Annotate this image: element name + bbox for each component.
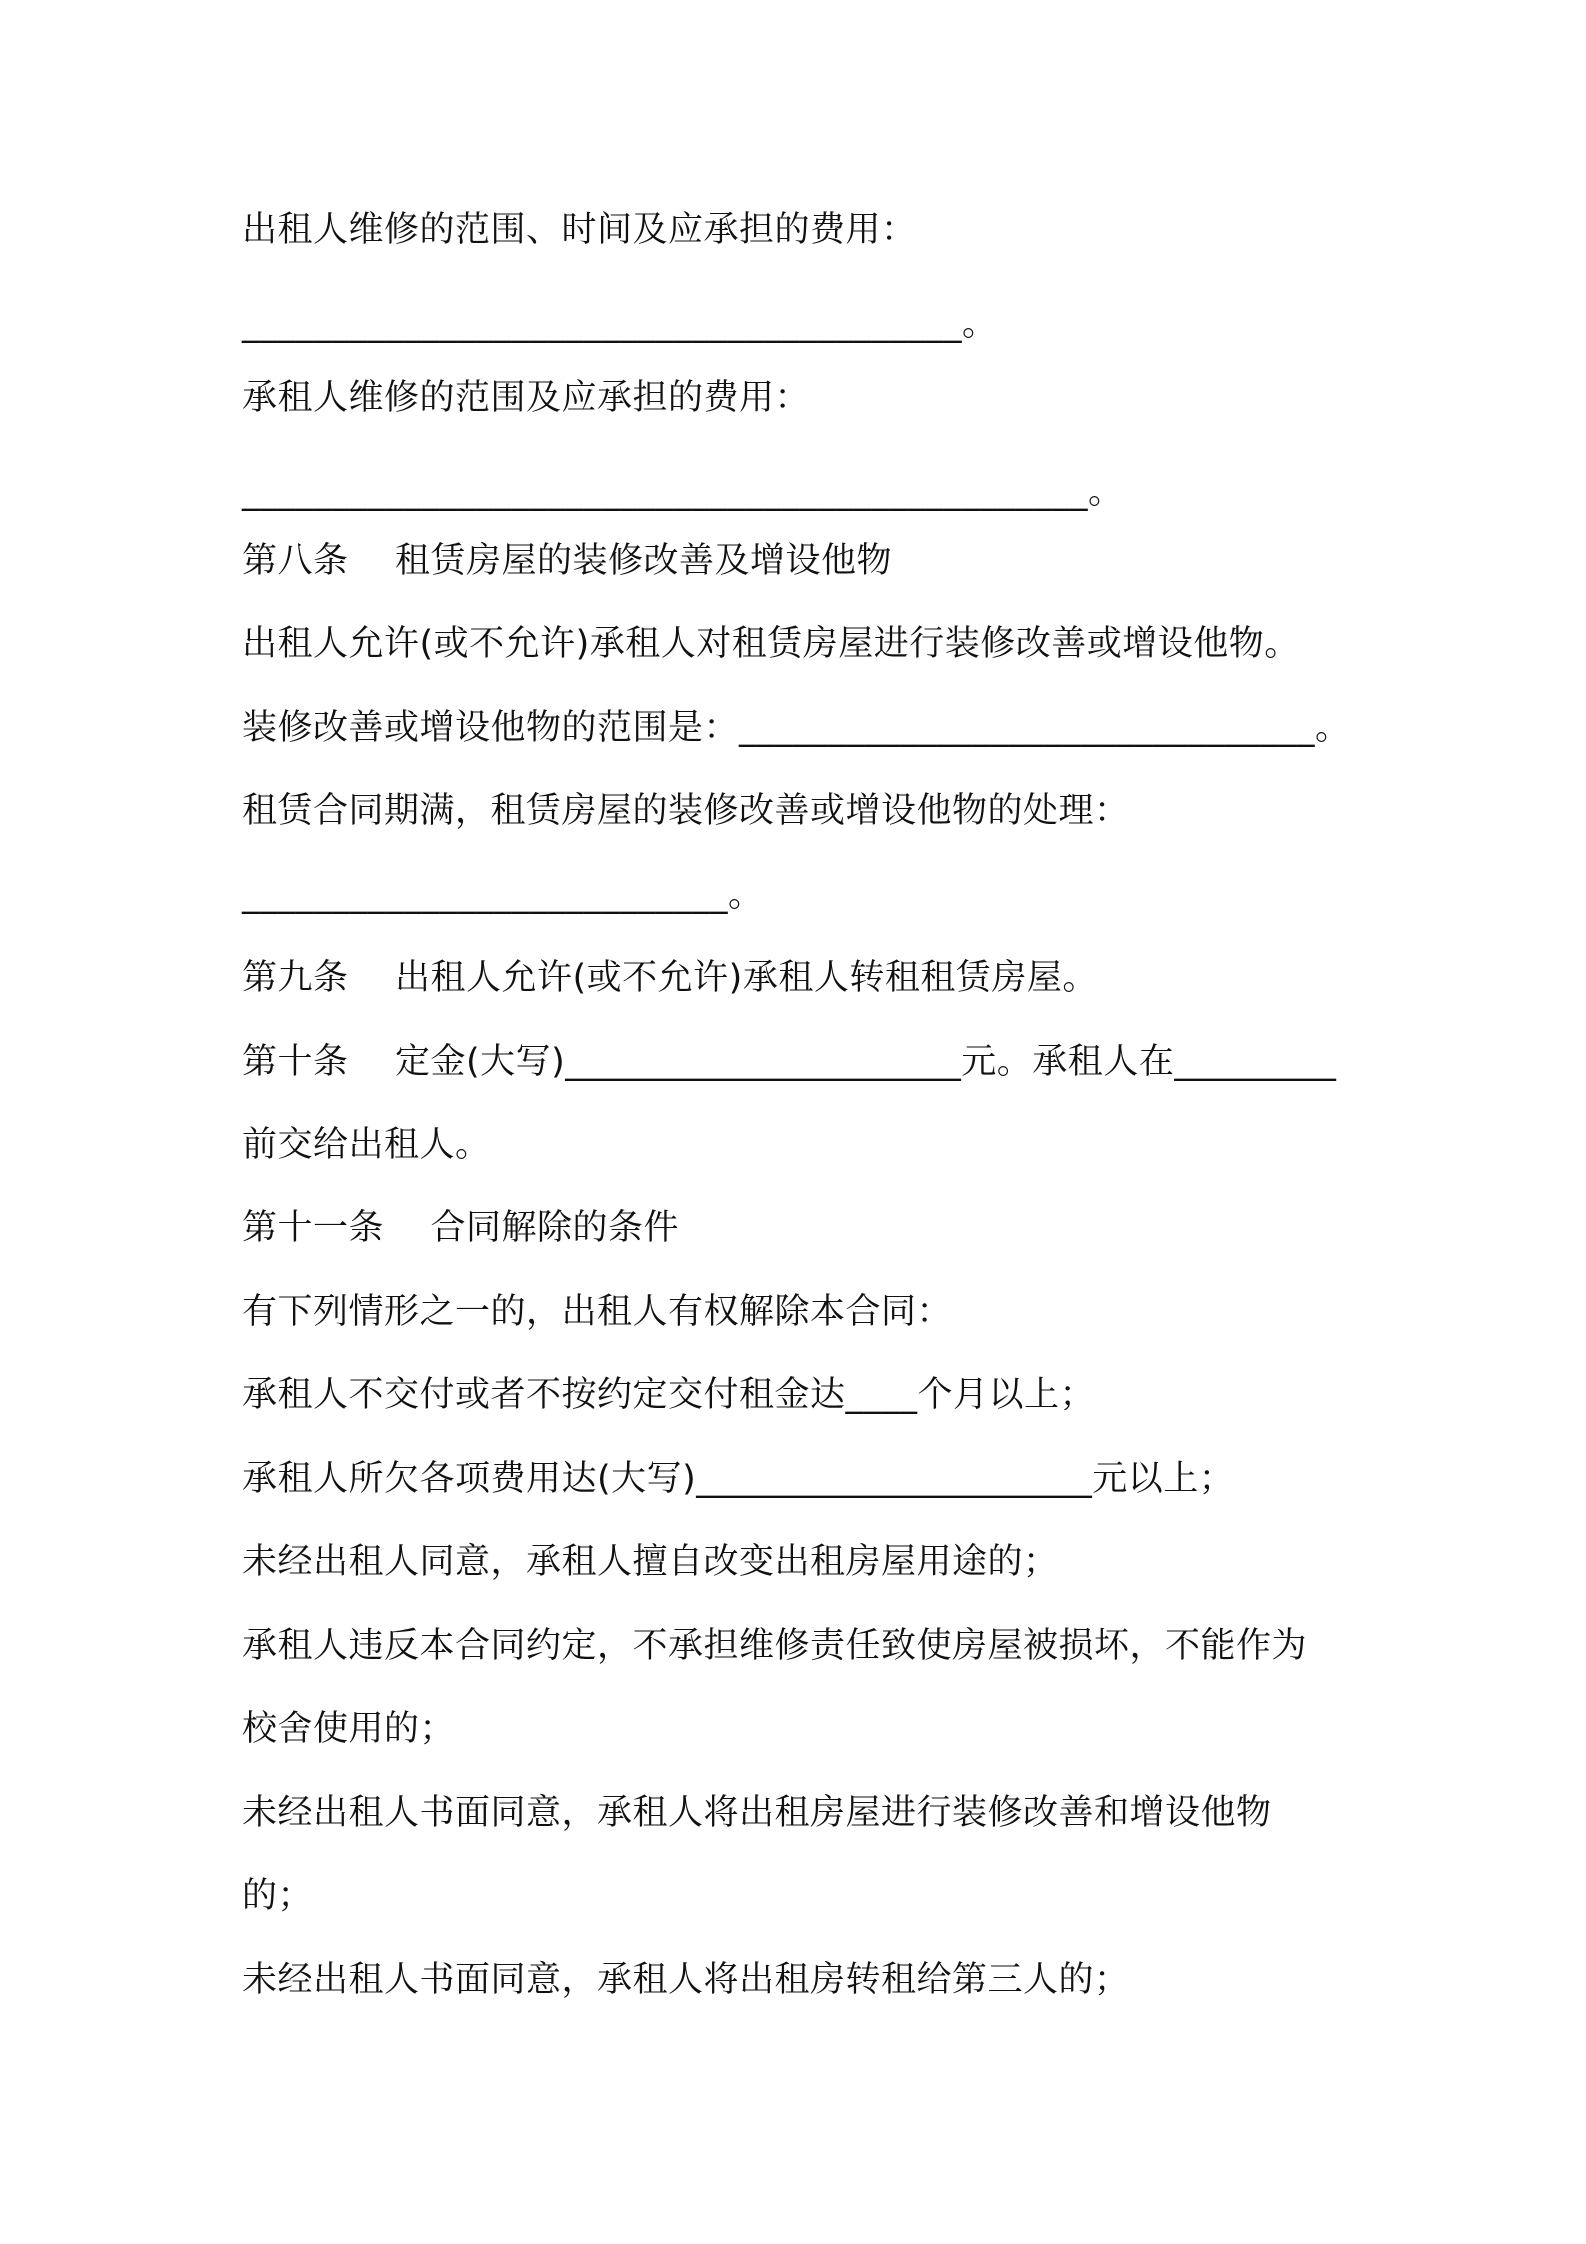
termination-unauthorized-renovation-continued: 的；	[242, 1876, 314, 1916]
clause-eight-heading: 第八条 租赁房屋的装修改善及增设他物	[242, 541, 893, 581]
clause-eight-expiry-blank: ___________________________。	[242, 875, 764, 915]
lessee-repair-label: 承租人维修的范围及应承担的费用：	[242, 378, 811, 418]
clause-seven-lessor-repair-label: 出租人维修的范围、时间及应承担的费用：	[242, 210, 917, 250]
clause-nine: 第九条 出租人允许(或不允许)承租人转租租赁房屋。	[242, 958, 1098, 998]
clause-ten-continued: 前交给出租人。	[242, 1125, 491, 1165]
termination-unauthorized-renovation: 未经出租人书面同意，承租人将出租房屋进行装修改善和增设他物	[242, 1793, 1272, 1833]
clause-eight-expiry-handling: 租赁合同期满，租赁房屋的装修改善或增设他物的处理：	[242, 791, 1130, 831]
lessee-repair-blank: _______________________________________________。	[242, 472, 1124, 512]
termination-unauthorized-sublet: 未经出租人书面同意，承租人将出租房转租给第三人的；	[242, 1960, 1130, 2000]
lessor-repair-blank: ________________________________________。	[242, 304, 998, 344]
termination-change-use: 未经出租人同意，承租人擅自改变出租房屋用途的；	[242, 1542, 1059, 1582]
termination-repair-breach-continued: 校舍使用的；	[242, 1709, 456, 1749]
clause-eleven-heading: 第十一条 合同解除的条件	[242, 1208, 680, 1248]
termination-rent-arrears: 承租人不交付或者不按约定交付租金达____个月以上；	[242, 1375, 1096, 1415]
termination-repair-breach: 承租人违反本合同约定，不承担维修责任致使房屋被损坏，不能作为	[242, 1626, 1308, 1666]
termination-intro: 有下列情形之一的，出租人有权解除本合同：	[242, 1292, 953, 1332]
clause-ten-deposit: 第十条 定金(大写)______________________元。承租人在_________	[242, 1042, 1337, 1082]
clause-eight-permission: 出租人允许(或不允许)承租人对租赁房屋进行装修改善或增设他物。	[242, 624, 1300, 664]
termination-fees-owed: 承租人所欠各项费用达(大写)______________________元以上；	[242, 1459, 1235, 1499]
clause-eight-scope: 装修改善或增设他物的范围是：________________________________。	[242, 708, 1351, 748]
